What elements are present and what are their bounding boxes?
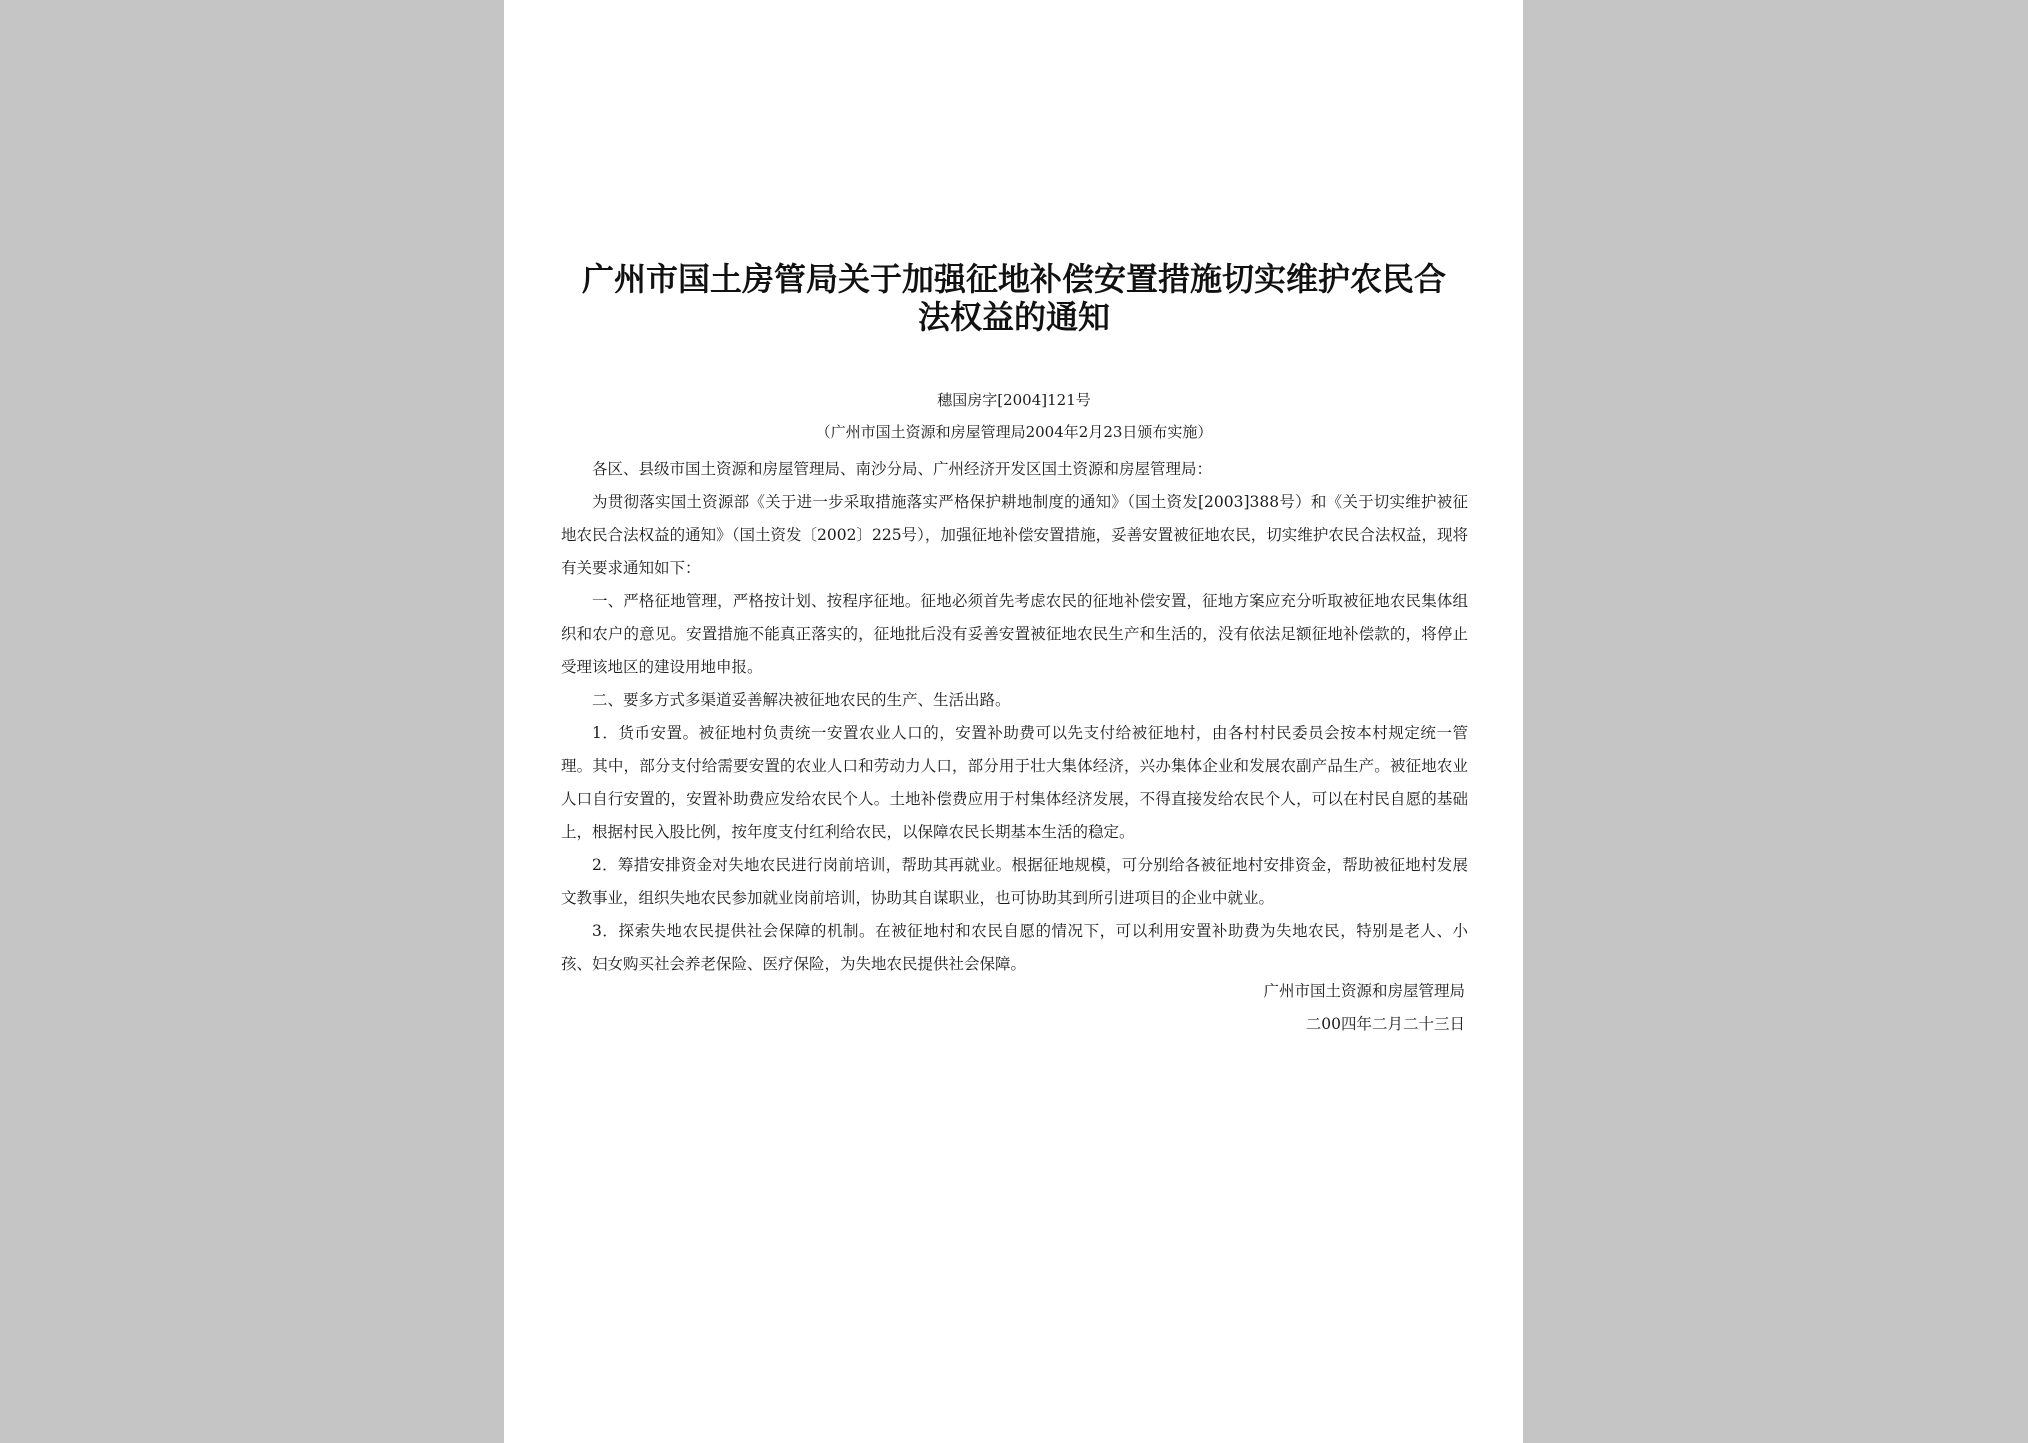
recipients-line: 各区、县级市国土资源和房屋管理局、南沙分局、广州经济开发区国土资源和房屋管理局：	[592, 460, 1213, 478]
body-paragraph: 二、要多方式多渠道妥善解决被征地农民的生产、生活出路。	[592, 691, 1011, 709]
issued-note: （广州市国土资源和房屋管理局2004年2月23日颁布实施）	[815, 423, 1213, 441]
body-paragraph: 为贯彻落实国土资源部《关于进一步采取措施落实严格保护耕地制度的通知》（国土资发[2003]388号）和《关于切实维护被征地农民合法权益的通知》（国土资发〔2002〕225号），加强征地补偿安置措施，妥善安置被征地农民，切实维护农民合法权益，现将有关要求通知如下：	[561, 493, 1468, 577]
body-paragraph: 2．筹措安排资金对失地农民进行岗前培训，帮助其再就业。根据征地规模，可分别给各被征地村安排资金，帮助被征地村发展文教事业，组织失地农民参加就业岗前培训，协助其自谋职业，也可协助其到所引进项目的企业中就业。	[561, 856, 1468, 907]
document-body	[561, 453, 1468, 981]
body-paragraph: 1．货币安置。被征地村负责统一安置农业人口的，安置补助费可以先支付给被征地村，由各村村民委员会按本村规定统一管理。其中，部分支付给需要安置的农业人口和劳动力人口，部分用于壮大集体经济，兴办集体企业和发展农副产品生产。被征地农业人口自行安置的，安置补助费应发给农民个人。土地补偿费应用于村集体经济发展，不得直接发给农民个人，可以在村民自愿的基础上，根据村民入股比例，按年度支付红利给农民，以保障农民长期基本生活的稳定。	[561, 724, 1468, 841]
body-paragraph: 3．探索失地农民提供社会保障的机制。在被征地村和农民自愿的情况下，可以利用安置补助费为失地农民，特别是老人、小孩、妇女购买社会养老保险、医疗保险，为失地农民提供社会保障。	[561, 922, 1468, 973]
signature-organization: 广州市国土资源和房屋管理局	[1263, 982, 1465, 1000]
body-paragraph: 一、严格征地管理，严格按计划、按程序征地。征地必须首先考虑农民的征地补偿安置，征地方案应充分听取被征地农民集体组织和农户的意见。安置措施不能真正落实的，征地批后没有妥善安置被征地农民生产和生活的，没有依法足额征地补偿款的，将停止受理该地区的建设用地申报。	[561, 592, 1468, 676]
document-page	[504, 0, 1523, 1443]
document-number: 穗国房字[2004]121号	[937, 391, 1091, 409]
document-title: 广州市国土房管局关于加强征地补偿安置措施切实维护农民合法权益的通知	[581, 260, 1446, 336]
signature-date: 二00四年二月二十三日	[1305, 1015, 1465, 1033]
